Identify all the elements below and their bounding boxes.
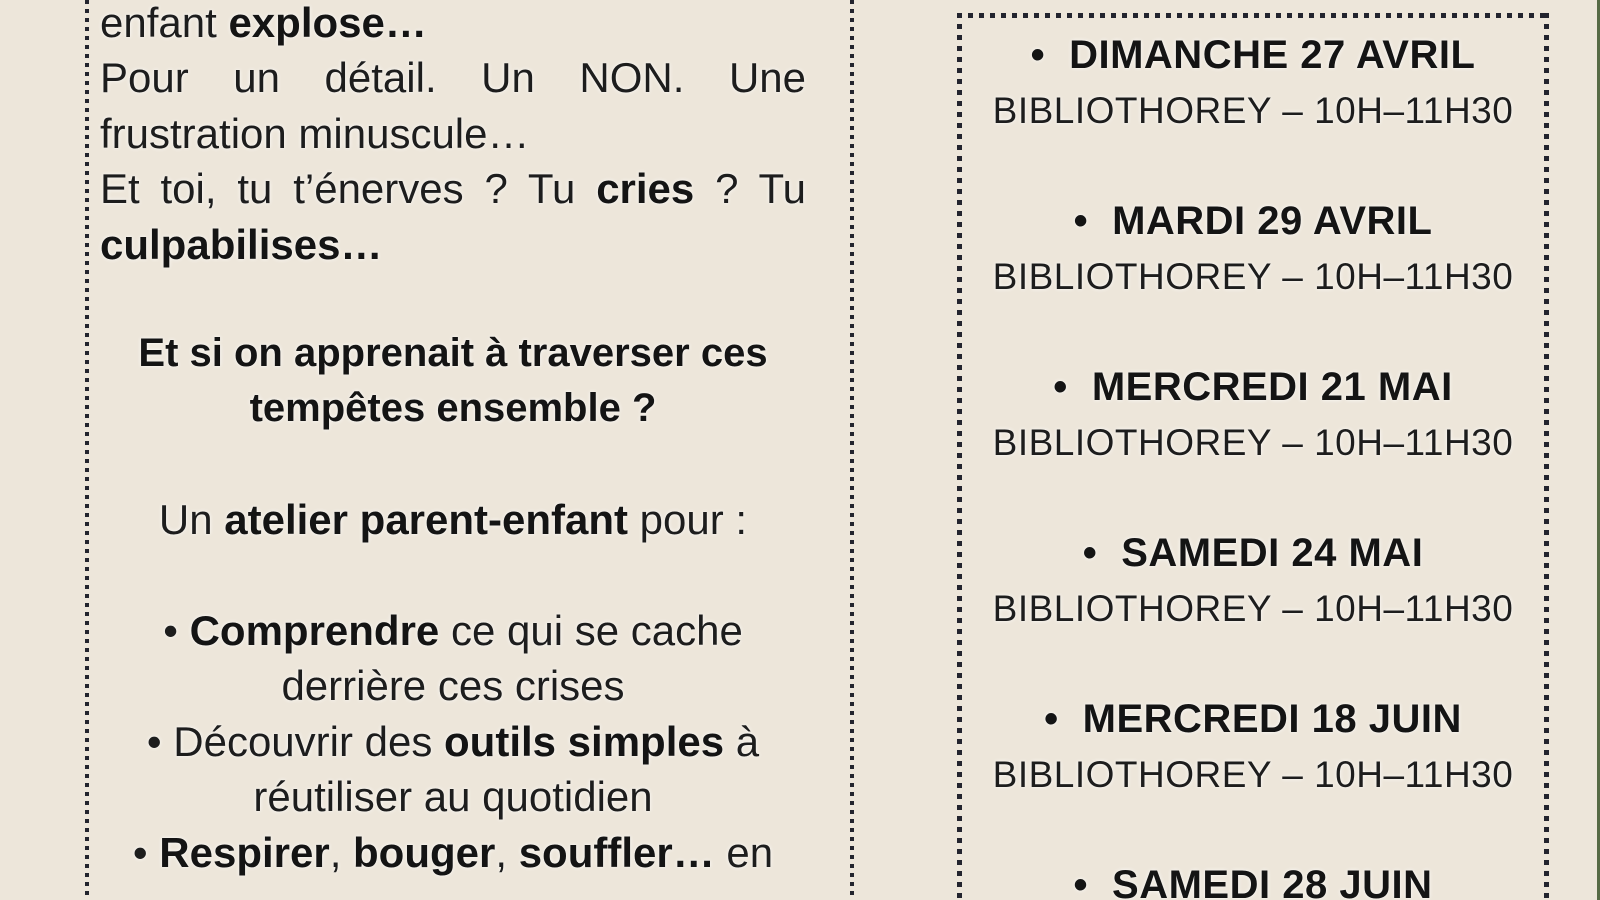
dotted-divider-middle bbox=[850, 0, 854, 900]
bullet-icon: • bbox=[1044, 697, 1059, 741]
heading-line: tempêtes ensemble ? bbox=[249, 386, 657, 431]
list-item: • Découvrir des outils simples à bbox=[146, 717, 760, 765]
intro-paragraphs bbox=[100, 0, 806, 272]
bullet-icon: • bbox=[1073, 863, 1089, 900]
bullet-icon: • bbox=[1030, 33, 1046, 77]
schedule-panel bbox=[957, 13, 1549, 900]
heading-line: Et si on apprenait à traverser ces bbox=[138, 331, 768, 375]
intro-line: Un atelier parent-enfant pour : bbox=[158, 496, 748, 543]
event-date bbox=[957, 691, 1549, 747]
list-item: derrière ces crises bbox=[281, 662, 625, 710]
event-date-text: SAMEDI 24 MAI bbox=[1121, 531, 1424, 575]
schedule-event bbox=[957, 691, 1549, 803]
paragraph-line: frustration minuscule… bbox=[100, 109, 530, 157]
event-date bbox=[957, 525, 1549, 581]
paragraph-line: Pour un détail. Un NON. Une bbox=[100, 54, 806, 102]
list-item: • Comprendre ce qui se cache bbox=[163, 607, 743, 654]
paragraph-line: enfant explose… bbox=[100, 0, 427, 46]
event-date-text: MERCREDI 18 JUIN bbox=[1082, 697, 1462, 741]
event-venue: BIBLIOTHOREY – 10H–11H30 bbox=[992, 754, 1514, 795]
schedule-event bbox=[957, 193, 1549, 305]
schedule-event bbox=[957, 27, 1549, 139]
workshop-description bbox=[100, 0, 806, 900]
schedule-panel-border-top bbox=[957, 13, 1549, 18]
dotted-divider-left bbox=[85, 0, 89, 900]
list-item: • Respirer, bouger, souffler… en bbox=[132, 828, 774, 876]
event-venue: BIBLIOTHOREY – 10H–11H30 bbox=[992, 588, 1514, 629]
schedule-event bbox=[957, 857, 1549, 900]
section-heading bbox=[100, 326, 806, 437]
list-item: réutiliser au quotidien bbox=[253, 773, 653, 821]
event-date-text: MARDI 29 AVRIL bbox=[1112, 199, 1433, 243]
bullet-icon: • bbox=[1073, 199, 1089, 243]
schedule-event bbox=[957, 359, 1549, 471]
event-date-text: SAMEDI 28 JUIN bbox=[1112, 863, 1433, 900]
event-venue: BIBLIOTHOREY – 10H–11H30 bbox=[992, 256, 1514, 297]
event-venue: BIBLIOTHOREY – 10H–11H30 bbox=[992, 422, 1514, 463]
event-date bbox=[957, 359, 1549, 415]
event-venue: BIBLIOTHOREY – 10H–11H30 bbox=[992, 90, 1514, 131]
workshop-goals-list bbox=[100, 603, 806, 880]
event-date bbox=[957, 857, 1549, 900]
paragraph-line: Et toi, tu t’énerves ? Tu cries ? Tu bbox=[100, 165, 806, 213]
event-date bbox=[957, 27, 1549, 83]
event-date bbox=[957, 193, 1549, 249]
schedule-event bbox=[957, 525, 1549, 637]
paragraph-line: culpabilises… bbox=[100, 220, 383, 268]
bullet-icon: • bbox=[1053, 365, 1068, 409]
event-date-text: DIMANCHE 27 AVRIL bbox=[1069, 33, 1476, 77]
event-date-text: MERCREDI 21 MAI bbox=[1091, 365, 1453, 409]
workshop-intro bbox=[100, 492, 806, 547]
bullet-icon: • bbox=[1082, 531, 1098, 575]
